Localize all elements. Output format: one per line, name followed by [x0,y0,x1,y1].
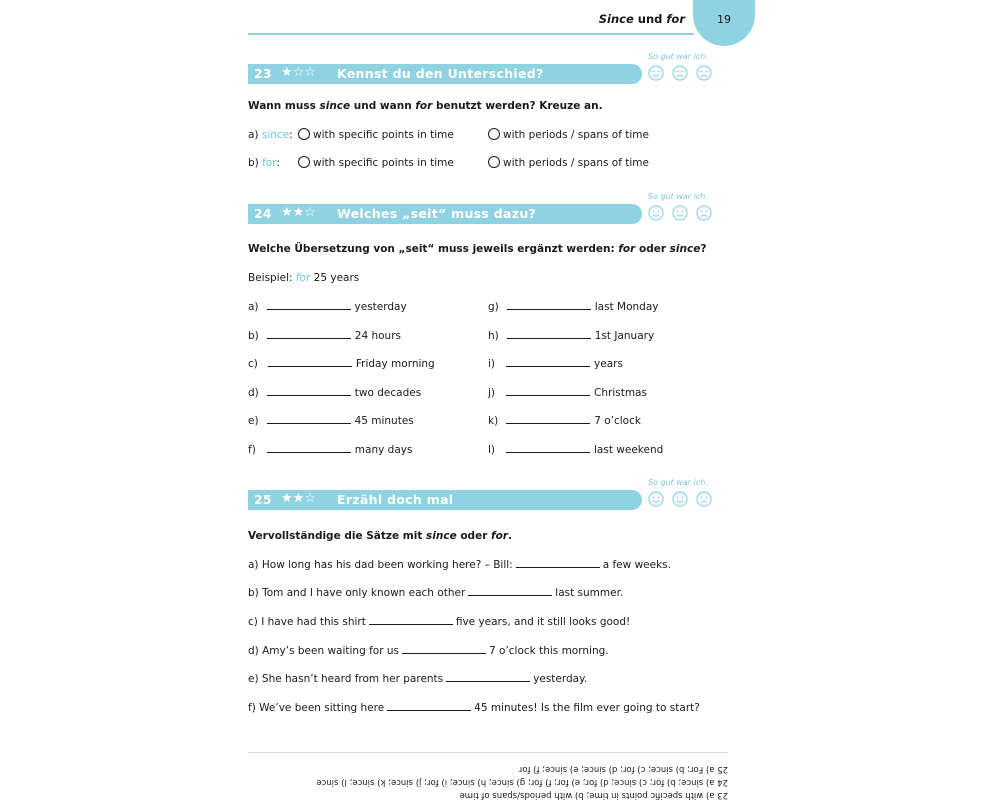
answer-blank[interactable] [446,673,530,682]
exercise-24-header [248,192,748,232]
answer-blank[interactable] [506,444,590,453]
exercise-24-item: h) 1st January [488,330,655,342]
exercise-25-sentence: e) She hasn’t heard from her parents yesterday. [248,673,588,685]
exercise-title: Welches „seit“ muss dazu? [337,206,537,221]
answer-key-rule [248,752,728,753]
exercise-24-example: Beispiel: for 25 years [248,272,360,284]
sad-face-icon[interactable] [696,65,712,81]
answer-blank[interactable] [267,415,351,424]
exercise-23-b-option-periods[interactable]: with periods / spans of time [488,156,649,169]
answer-blank[interactable] [267,444,351,453]
exercise-24-item: b) 24 hours [248,330,401,342]
neutral-face-icon[interactable] [672,205,688,221]
radio-button[interactable] [298,128,310,140]
answer-blank[interactable] [506,415,590,424]
rating-label: So gut war ich. [648,478,708,487]
exercise-number: 24 [254,206,272,221]
page-number: 19 [717,13,731,26]
rating-label: So gut war ich. [648,192,708,201]
answer-blank[interactable] [516,559,600,568]
exercise-25-header [248,478,748,518]
sad-face-icon[interactable] [696,205,712,221]
answer-blank[interactable] [267,301,351,310]
happy-face-icon[interactable] [648,65,664,81]
answer-blank[interactable] [369,616,453,625]
exercise-title: Erzähl doch mal [337,492,454,507]
answer-blank[interactable] [387,702,471,711]
answer-blank[interactable] [507,330,591,339]
exercise-24-item: l) last weekend [488,444,664,456]
exercise-number: 25 [254,492,272,507]
page-number-tab [693,0,755,46]
difficulty-stars: ★★☆ [281,205,316,220]
exercise-23-b-option-points[interactable]: with specific points in time [298,156,454,169]
answer-blank[interactable] [468,587,552,596]
answer-key-line: 24 a) since; b) for; c) since; d) for; e) for; f) for; g) since; h) since; i) for; j) since; k) since; l) since [316,777,728,787]
radio-button[interactable] [298,156,310,168]
answer-blank[interactable] [506,358,590,367]
exercise-24-item: a) yesterday [248,301,407,313]
header-rule [248,33,694,35]
exercise-23-a-option-points[interactable]: with specific points in time [298,128,454,141]
answer-key-line: 23 a) with specific points in time; b) with periods/spans of time [459,790,728,800]
exercise-23-a-option-periods[interactable]: with periods / spans of time [488,128,649,141]
exercise-24-item: e) 45 minutes [248,415,414,427]
exercise-24-item: f) many days [248,444,413,456]
happy-face-icon[interactable] [648,491,664,507]
sad-face-icon[interactable] [696,491,712,507]
radio-button[interactable] [488,128,500,140]
answer-blank[interactable] [402,645,486,654]
exercise-24-item: k) 7 o’clock [488,415,641,427]
exercise-24-item: j) Christmas [488,387,647,399]
exercise-23-row-a: a) since: [248,129,293,141]
answer-blank[interactable] [267,330,351,339]
answer-blank[interactable] [268,358,352,367]
running-head: Since und for [598,12,685,26]
neutral-face-icon[interactable] [672,491,688,507]
exercise-25-sentence: f) We’ve been sitting here 45 minutes! Is the film ever going to start? [248,702,700,714]
difficulty-stars: ★☆☆ [281,65,316,80]
exercise-24-item: g) last Monday [488,301,659,313]
exercise-25-sentence: a) How long has his dad been working here? – Bill: a few weeks. [248,559,671,571]
exercise-23-row-b: b) for: [248,157,280,169]
radio-button[interactable] [488,156,500,168]
exercise-23-header [248,52,748,92]
neutral-face-icon[interactable] [672,65,688,81]
answer-blank[interactable] [267,387,351,396]
happy-face-icon[interactable] [648,205,664,221]
exercise-25-sentence: d) Amy’s been waiting for us 7 o’clock this morning. [248,645,609,657]
exercise-bar [248,64,642,84]
answer-key-line: 25 a) For; b) since; c) for; d) since; e) since; f) for [518,764,728,774]
difficulty-stars: ★★☆ [281,491,316,506]
exercise-24-item: c) Friday morning [248,358,435,370]
answer-blank[interactable] [507,301,591,310]
exercise-bar [248,204,642,224]
exercise-24-instruction: Welche Übersetzung von „seit“ muss jeweils ergänzt werden: for oder since? [248,243,707,255]
exercise-number: 23 [254,66,272,81]
exercise-23-instruction: Wann muss since und wann for benutzt werden? Kreuze an. [248,100,603,112]
rating-label: So gut war ich. [648,52,708,61]
answer-key-upside-down [248,758,728,800]
exercise-25-instruction: Vervollständige die Sätze mit since oder for. [248,530,512,542]
exercise-title: Kennst du den Unterschied? [337,66,544,81]
exercise-24-item: i) years [488,358,623,370]
answer-blank[interactable] [506,387,590,396]
exercise-25-sentence: c) I have had this shirt five years, and it still looks good! [248,616,631,628]
exercise-bar [248,490,642,510]
exercise-25-sentence: b) Tom and I have only known each other last summer. [248,587,624,599]
exercise-24-item: d) two decades [248,387,422,399]
